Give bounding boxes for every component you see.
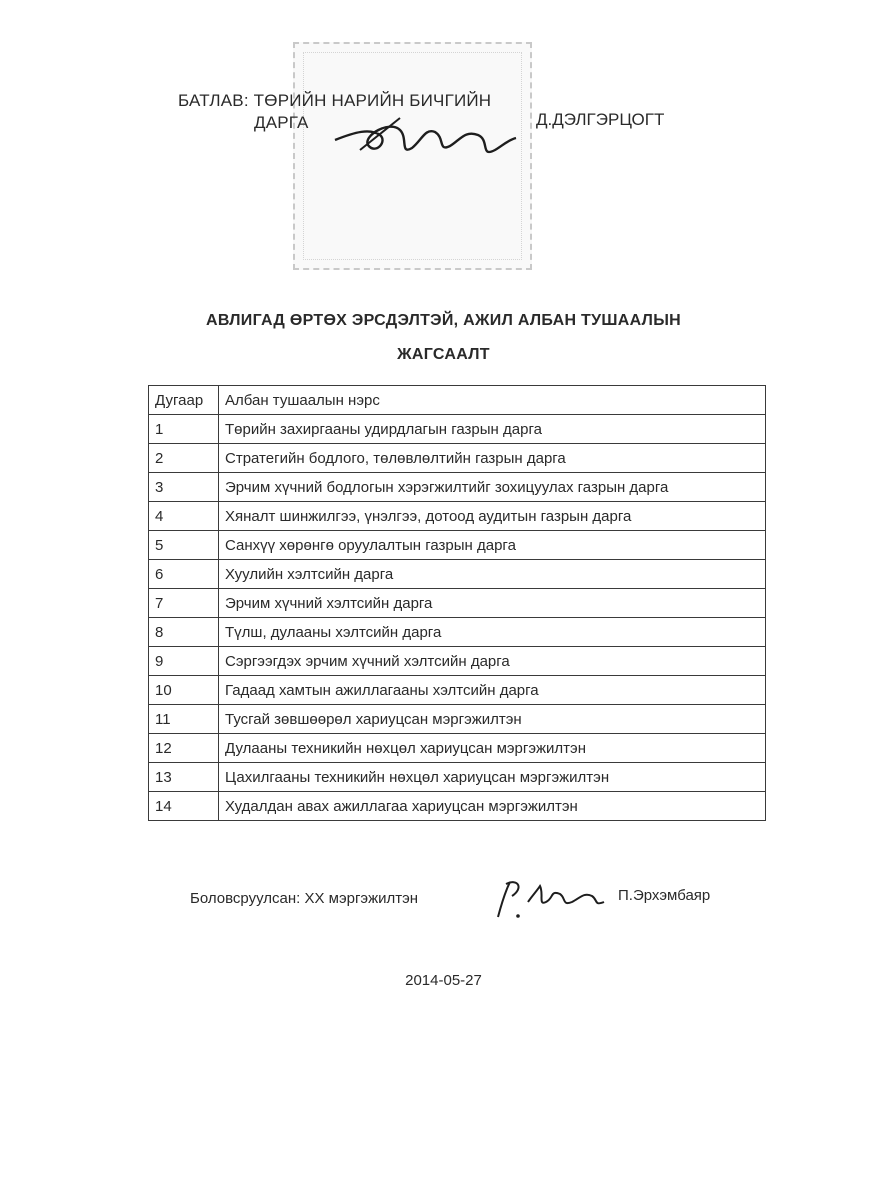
row-position: Хяналт шинжилгээ, үнэлгээ, дотоод аудитын газрын дарга xyxy=(219,502,766,531)
header-position: Албан тушаалын нэрс xyxy=(219,386,766,415)
table-row xyxy=(149,792,766,821)
prepared-by-label: Боловсруулсан: ХХ мэргэжилтэн xyxy=(190,890,419,907)
row-position: Худалдан авах ажиллагаа хариуцсан мэргэжилтэн xyxy=(219,792,766,821)
table-row xyxy=(149,502,766,531)
row-number: 11 xyxy=(149,705,219,734)
table-row xyxy=(149,473,766,502)
row-number: 7 xyxy=(149,589,219,618)
table-row xyxy=(149,763,766,792)
approver-signature-icon xyxy=(330,110,520,170)
table-header-row xyxy=(149,386,766,415)
row-number: 10 xyxy=(149,676,219,705)
row-position: Эрчим хүчний хэлтсийн дарга xyxy=(219,589,766,618)
row-number: 14 xyxy=(149,792,219,821)
row-number: 9 xyxy=(149,647,219,676)
row-position: Эрчим хүчний бодлогын хэрэгжилтийг зохицуулах газрын дарга xyxy=(219,473,766,502)
row-position: Стратегийн бодлого, төлөвлөлтийн газрын дарга xyxy=(219,444,766,473)
table-row xyxy=(149,531,766,560)
preparer-signature-icon xyxy=(488,872,608,927)
row-number: 13 xyxy=(149,763,219,792)
row-position: Цахилгааны техникийн нөхцөл хариуцсан мэргэжилтэн xyxy=(219,763,766,792)
row-number: 6 xyxy=(149,560,219,589)
row-number: 5 xyxy=(149,531,219,560)
approver-name: Д.ДЭЛГЭРЦОГТ xyxy=(536,110,665,129)
table-row xyxy=(149,734,766,763)
row-number: 1 xyxy=(149,415,219,444)
row-position: Хуулийн хэлтсийн дарга xyxy=(219,560,766,589)
row-number: 12 xyxy=(149,734,219,763)
table-row xyxy=(149,647,766,676)
row-position: Гадаад хамтын ажиллагааны хэлтсийн дарга xyxy=(219,676,766,705)
row-number: 2 xyxy=(149,444,219,473)
row-position: Санхүү хөрөнгө оруулалтын газрын дарга xyxy=(219,531,766,560)
row-position: Сэргээгдэх эрчим хүчний хэлтсийн дарга xyxy=(219,647,766,676)
header-number: Дугаар xyxy=(149,386,219,415)
row-position: Тусгай зөвшөөрөл хариуцсан мэргэжилтэн xyxy=(219,705,766,734)
row-number: 8 xyxy=(149,618,219,647)
table-row xyxy=(149,560,766,589)
table-row xyxy=(149,618,766,647)
table-row xyxy=(149,705,766,734)
table-row xyxy=(149,444,766,473)
table-row xyxy=(149,589,766,618)
positions-table xyxy=(148,385,766,821)
table-row xyxy=(149,676,766,705)
document-date: 2014-05-27 xyxy=(405,972,482,989)
row-number: 4 xyxy=(149,502,219,531)
preparer-name: П.Эрхэмбаяр xyxy=(618,887,711,904)
approval-line-2: ДАРГА xyxy=(254,113,309,132)
approval-line-1: БАТЛАВ: ТӨРИЙН НАРИЙН БИЧГИЙН xyxy=(178,91,492,110)
row-position: Дулааны техникийн нөхцөл хариуцсан мэргэжилтэн xyxy=(219,734,766,763)
table-row xyxy=(149,415,766,444)
row-number: 3 xyxy=(149,473,219,502)
row-position: Төрийн захиргааны удирдлагын газрын дарга xyxy=(219,415,766,444)
document-title-line-1: АВЛИГАД ӨРТӨХ ЭРСДЭЛТЭЙ, АЖИЛ АЛБАН ТУШААЛЫН xyxy=(205,312,682,329)
row-position: Түлш, дулааны хэлтсийн дарга xyxy=(219,618,766,647)
document-title-line-2: ЖАГСААЛТ xyxy=(397,346,490,363)
